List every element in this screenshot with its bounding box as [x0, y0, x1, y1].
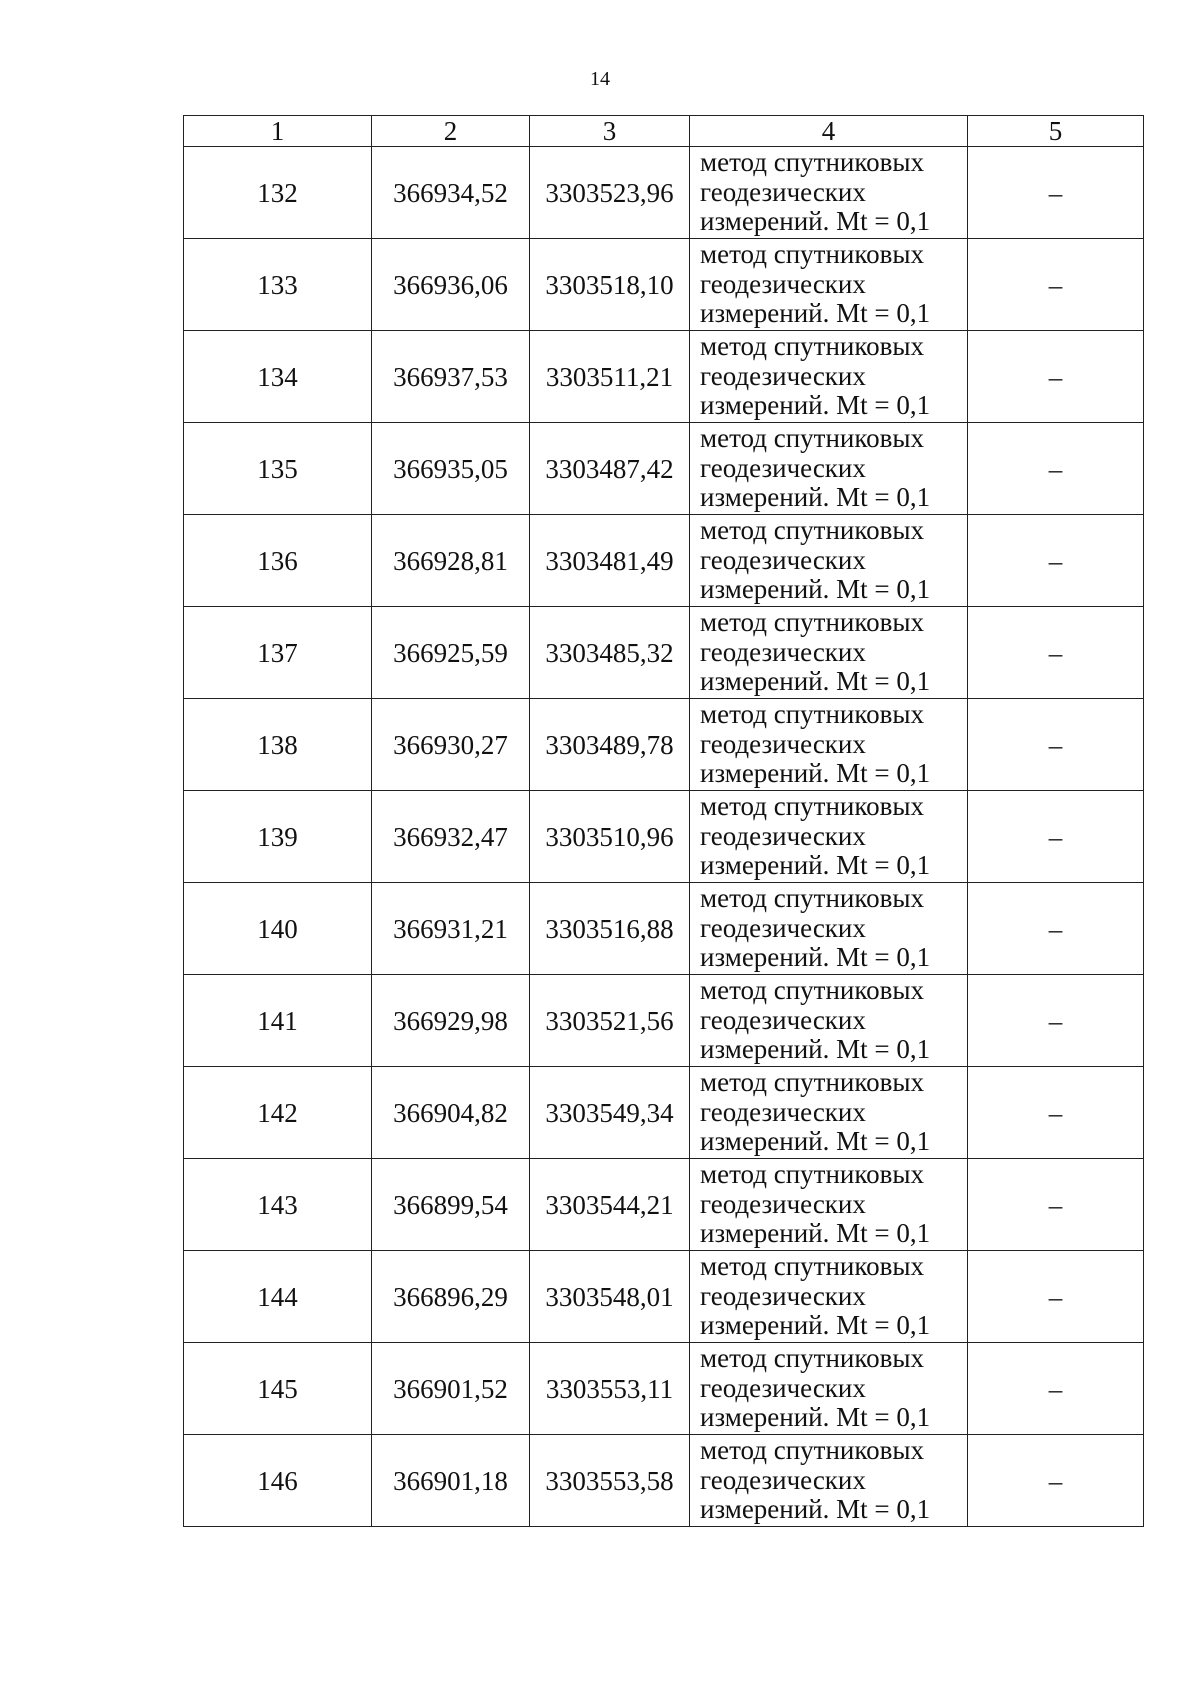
method-text-line: метод спутниковых	[700, 1159, 924, 1190]
point-number-cell: 144	[184, 1251, 372, 1343]
page-number: 14	[590, 68, 610, 90]
y-coordinate-cell: 3303553,11	[530, 1343, 690, 1435]
table-row	[184, 975, 1144, 1067]
method-text-line: метод спутниковых	[700, 1435, 924, 1466]
method-text-line: геодезических	[700, 1464, 866, 1495]
method-text-line: измерений. Mt = 0,1	[700, 1218, 931, 1249]
note-cell: –	[968, 883, 1144, 975]
x-coordinate-cell: 366928,81	[372, 515, 530, 607]
point-number-cell: 142	[184, 1067, 372, 1159]
column-header-4: 4	[690, 116, 968, 147]
method-text-line: измерений. Mt = 0,1	[700, 1034, 931, 1065]
method-text-line: метод спутниковых	[700, 1343, 924, 1374]
point-number-cell: 138	[184, 699, 372, 791]
x-coordinate-cell: 366929,98	[372, 975, 530, 1067]
method-text-line: измерений. Mt = 0,1	[700, 298, 931, 329]
x-coordinate-cell: 366896,29	[372, 1251, 530, 1343]
note-cell: –	[968, 1067, 1144, 1159]
x-coordinate-cell: 366937,53	[372, 331, 530, 423]
point-number-cell: 133	[184, 239, 372, 331]
column-header-2: 2	[372, 116, 530, 147]
y-coordinate-cell: 3303489,78	[530, 699, 690, 791]
point-number-cell: 137	[184, 607, 372, 699]
y-coordinate-cell: 3303481,49	[530, 515, 690, 607]
y-coordinate-cell: 3303523,96	[530, 147, 690, 239]
method-text-line: измерений. Mt = 0,1	[700, 390, 931, 421]
method-text-line: метод спутниковых	[700, 699, 924, 730]
x-coordinate-cell: 366931,21	[372, 883, 530, 975]
method-text-line: измерений. Mt = 0,1	[700, 666, 931, 697]
table-row	[184, 1159, 1144, 1251]
x-coordinate-cell: 366935,05	[372, 423, 530, 515]
note-cell: –	[968, 423, 1144, 515]
method-text-line: метод спутниковых	[700, 607, 924, 638]
point-number-cell: 140	[184, 883, 372, 975]
column-header-1: 1	[184, 116, 372, 147]
method-text-line: метод спутниковых	[700, 883, 924, 914]
method-text-line: измерений. Mt = 0,1	[700, 206, 931, 237]
column-header-5: 5	[968, 116, 1144, 147]
method-cell	[690, 975, 968, 1067]
method-text-line: геодезических	[700, 1096, 866, 1127]
method-cell	[690, 1343, 968, 1435]
method-text-line: геодезических	[700, 360, 866, 391]
y-coordinate-cell: 3303518,10	[530, 239, 690, 331]
table-row	[184, 147, 1144, 239]
method-text-line: измерений. Mt = 0,1	[700, 1310, 931, 1341]
x-coordinate-cell: 366901,18	[372, 1435, 530, 1527]
table-header-row	[184, 116, 1144, 147]
table-body	[184, 147, 1144, 1527]
method-text-line: метод спутниковых	[700, 791, 924, 822]
table-row	[184, 883, 1144, 975]
method-cell	[690, 331, 968, 423]
note-cell: –	[968, 239, 1144, 331]
method-cell	[690, 239, 968, 331]
note-cell: –	[968, 331, 1144, 423]
method-text-line: геодезических	[700, 1280, 866, 1311]
point-number-cell: 143	[184, 1159, 372, 1251]
note-cell: –	[968, 791, 1144, 883]
note-cell: –	[968, 1251, 1144, 1343]
table-row	[184, 239, 1144, 331]
method-cell	[690, 515, 968, 607]
method-text-line: измерений. Mt = 0,1	[700, 1126, 931, 1157]
table-row	[184, 699, 1144, 791]
method-text-line: геодезических	[700, 452, 866, 483]
x-coordinate-cell: 366934,52	[372, 147, 530, 239]
point-number-cell: 134	[184, 331, 372, 423]
table-row	[184, 1067, 1144, 1159]
y-coordinate-cell: 3303544,21	[530, 1159, 690, 1251]
note-cell: –	[968, 1159, 1144, 1251]
note-cell: –	[968, 515, 1144, 607]
table-row	[184, 423, 1144, 515]
x-coordinate-cell: 366930,27	[372, 699, 530, 791]
y-coordinate-cell: 3303487,42	[530, 423, 690, 515]
y-coordinate-cell: 3303516,88	[530, 883, 690, 975]
y-coordinate-cell: 3303511,21	[530, 331, 690, 423]
method-text-line: геодезических	[700, 1004, 866, 1035]
method-cell	[690, 1251, 968, 1343]
table-row	[184, 1435, 1144, 1527]
note-cell: –	[968, 607, 1144, 699]
point-number-cell: 136	[184, 515, 372, 607]
method-text-line: геодезических	[700, 544, 866, 575]
method-text-line: геодезических	[700, 636, 866, 667]
y-coordinate-cell: 3303510,96	[530, 791, 690, 883]
note-cell: –	[968, 147, 1144, 239]
method-text-line: измерений. Mt = 0,1	[700, 1402, 931, 1433]
y-coordinate-cell: 3303485,32	[530, 607, 690, 699]
method-text-line: метод спутниковых	[700, 1067, 924, 1098]
method-text-line: метод спутниковых	[700, 147, 924, 178]
method-text-line: геодезических	[700, 912, 866, 943]
point-number-cell: 146	[184, 1435, 372, 1527]
x-coordinate-cell: 366932,47	[372, 791, 530, 883]
table-row	[184, 331, 1144, 423]
coordinates-table	[183, 115, 1144, 1527]
point-number-cell: 132	[184, 147, 372, 239]
method-text-line: измерений. Mt = 0,1	[700, 758, 931, 789]
method-text-line: измерений. Mt = 0,1	[700, 942, 931, 973]
table-row	[184, 607, 1144, 699]
y-coordinate-cell: 3303549,34	[530, 1067, 690, 1159]
column-header-3: 3	[530, 116, 690, 147]
x-coordinate-cell: 366901,52	[372, 1343, 530, 1435]
method-text-line: метод спутниковых	[700, 1251, 924, 1282]
method-text-line: метод спутниковых	[700, 331, 924, 362]
method-text-line: метод спутниковых	[700, 239, 924, 270]
method-cell	[690, 607, 968, 699]
method-cell	[690, 699, 968, 791]
method-text-line: метод спутниковых	[700, 975, 924, 1006]
method-text-line: метод спутниковых	[700, 515, 924, 546]
method-cell	[690, 1435, 968, 1527]
method-text-line: измерений. Mt = 0,1	[700, 574, 931, 605]
point-number-cell: 135	[184, 423, 372, 515]
x-coordinate-cell: 366904,82	[372, 1067, 530, 1159]
method-text-line: измерений. Mt = 0,1	[700, 1494, 931, 1525]
note-cell: –	[968, 1343, 1144, 1435]
y-coordinate-cell: 3303548,01	[530, 1251, 690, 1343]
method-text-line: измерений. Mt = 0,1	[700, 482, 931, 513]
method-cell	[690, 791, 968, 883]
note-cell: –	[968, 975, 1144, 1067]
method-text-line: геодезических	[700, 1188, 866, 1219]
table-row	[184, 515, 1144, 607]
table-row	[184, 1251, 1144, 1343]
method-text-line: измерений. Mt = 0,1	[700, 850, 931, 881]
method-text-line: геодезических	[700, 820, 866, 851]
point-number-cell: 145	[184, 1343, 372, 1435]
method-text-line: геодезических	[700, 728, 866, 759]
point-number-cell: 141	[184, 975, 372, 1067]
table-row	[184, 1343, 1144, 1435]
method-text-line: геодезических	[700, 268, 866, 299]
method-text-line: геодезических	[700, 176, 866, 207]
y-coordinate-cell: 3303553,58	[530, 1435, 690, 1527]
x-coordinate-cell: 366899,54	[372, 1159, 530, 1251]
method-text-line: метод спутниковых	[700, 423, 924, 454]
method-cell	[690, 1067, 968, 1159]
point-number-cell: 139	[184, 791, 372, 883]
method-cell	[690, 883, 968, 975]
note-cell: –	[968, 699, 1144, 791]
x-coordinate-cell: 366925,59	[372, 607, 530, 699]
table-row	[184, 791, 1144, 883]
method-cell	[690, 423, 968, 515]
y-coordinate-cell: 3303521,56	[530, 975, 690, 1067]
x-coordinate-cell: 366936,06	[372, 239, 530, 331]
note-cell: –	[968, 1435, 1144, 1527]
method-cell	[690, 1159, 968, 1251]
method-text-line: геодезических	[700, 1372, 866, 1403]
method-cell	[690, 147, 968, 239]
